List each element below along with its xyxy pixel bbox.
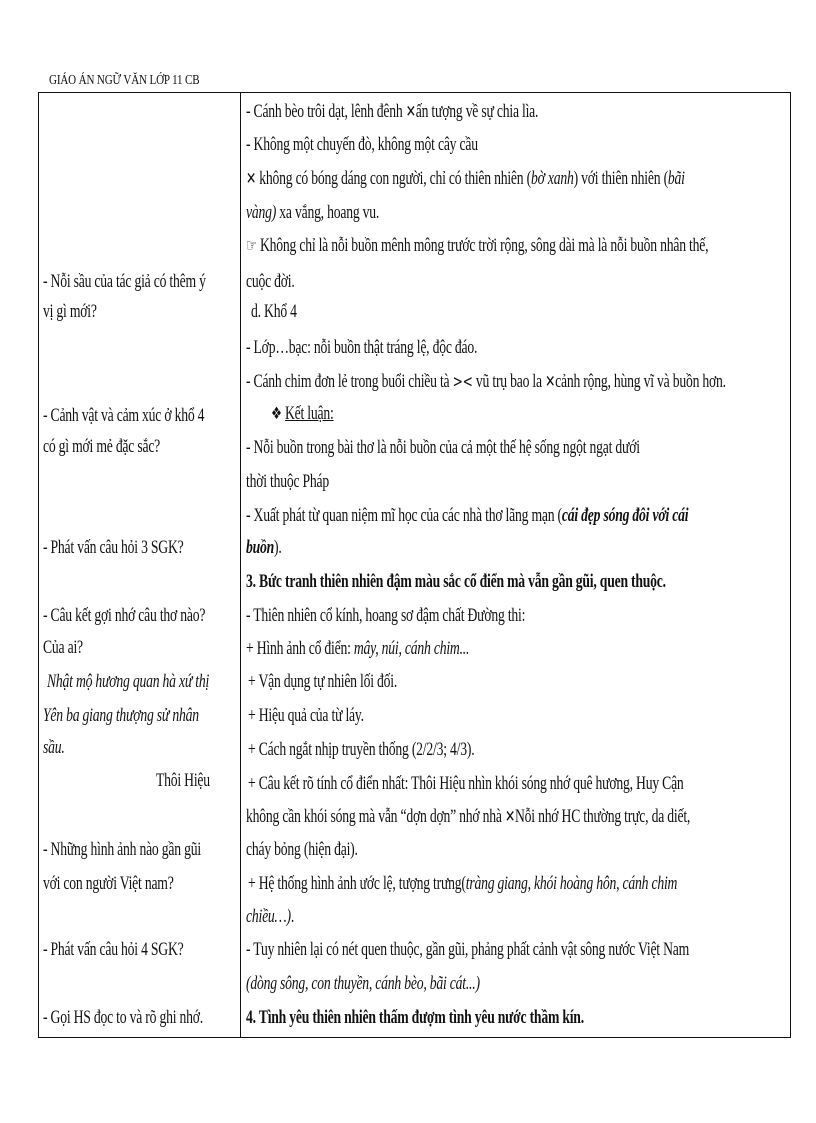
- content-line-11: thời thuộc Pháp: [246, 471, 330, 492]
- column-divider: [240, 93, 241, 1037]
- question-6: - Phát vấn câu hỏi 4 SGK?: [43, 939, 184, 960]
- content-line-14: - Thiên nhiên cổ kính, hoang sơ đậm chất Đường thi:: [246, 605, 526, 626]
- arrow-icon: ✕: [504, 807, 515, 827]
- content-line-20: không cần khói sóng mà vẫn “dợn dợn” nhớ nhà ✕Nỗi nhớ HC thường trực, da diết,: [246, 806, 691, 827]
- question-5-line-1: - Những hình ảnh nào gần gũi: [43, 839, 201, 860]
- conclusion-heading: ❖ Kết luận:: [271, 403, 334, 424]
- arrow-icon: ✕: [545, 372, 556, 392]
- question-3: - Phát vấn câu hỏi 3 SGK?: [43, 537, 184, 558]
- content-line-18: + Cách ngắt nhịp truyền thống (2/2/3; 4/3).: [248, 739, 475, 760]
- page-header: GIÁO ÁN NGỮ VĂN LỚP 11 CB: [49, 72, 200, 87]
- lesson-table: [38, 92, 791, 1038]
- question-4-line-1: - Câu kết gợi nhớ câu thơ nào?: [43, 605, 206, 626]
- question-1-line-1: - Nỗi sầu của tác giả có thêm ý: [43, 271, 206, 292]
- content-line-15: + Hình ảnh cổ điển: mây, núi, cánh chim...: [246, 638, 470, 659]
- poem-author: Thôi Hiệu: [156, 770, 210, 791]
- poem-line-3: sầu.: [43, 737, 65, 758]
- section-3-heading: 3. Bức tranh thiên nhiên đậm màu sắc cổ điển mà vẫn gần gũi, quen thuộc.: [246, 571, 666, 592]
- section-d-heading: d. Khổ 4: [251, 301, 297, 322]
- content-line-22: + Hệ thống hình ảnh ước lệ, tượng trưng(tràng giang, khói hoàng hôn, cánh chim: [248, 873, 678, 894]
- content-line-6: cuộc đời.: [246, 271, 295, 292]
- left-right-icon: ><: [452, 372, 473, 392]
- content-line-25: (dòng sông, con thuyền, cánh bèo, bãi cát...): [246, 973, 480, 994]
- content-line-8: - Lớp…bạc: nỗi buồn thật tráng lệ, độc đáo.: [246, 337, 478, 358]
- content-line-5: ☞ Không chỉ là nỗi buồn mênh mông trước trời rộng, sông dài mà là nỗi buồn nhân thế,: [246, 235, 709, 256]
- question-2-line-1: - Cảnh vật và cảm xúc ở khổ 4: [43, 405, 205, 426]
- content-line-1: - Cánh bèo trôi dạt, lênh đênh ✕ấn tượng về sự chia lìa.: [246, 101, 539, 122]
- question-4-line-2: Của ai?: [43, 637, 83, 658]
- section-4-heading: 4. Tình yêu thiên nhiên thấm đượm tình yêu nước thầm kín.: [246, 1007, 584, 1028]
- arrow-icon: ✕: [405, 102, 416, 122]
- content-line-4: vàng) xa vắng, hoang vu.: [246, 202, 380, 223]
- content-line-3: ✕ không có bóng dáng con người, chỉ có thiên nhiên (bờ xanh) với thiên nhiên (bãi: [246, 168, 685, 189]
- question-1-line-2: vị gì mới?: [43, 301, 97, 322]
- hand-pointer-icon: ☞: [246, 236, 257, 256]
- arrow-icon: ✕: [246, 169, 257, 189]
- content-line-9: - Cánh chim đơn lẻ trong buổi chiều tà >< vũ trụ bao la ✕cảnh rộng, hùng vĩ và buồn hơn.: [246, 371, 726, 392]
- content-line-23: chiều…).: [246, 906, 295, 927]
- content-line-17: + Hiệu quả của từ láy.: [248, 705, 364, 726]
- poem-line-2: Yên ba giang thượng sử nhân: [43, 705, 199, 726]
- question-7: - Gọi HS đọc to và rõ ghi nhớ.: [43, 1007, 203, 1028]
- content-line-2: - Không một chuyến đò, không một cây cầu: [246, 134, 478, 155]
- content-line-13: buồn).: [246, 537, 282, 558]
- content-line-16: + Vận dụng tự nhiên lối đối.: [248, 671, 398, 692]
- content-line-12: - Xuất phát từ quan niệm mĩ học của các nhà thơ lãng mạn (cái đẹp sóng đôi với cái: [246, 505, 689, 526]
- content-line-24: - Tuy nhiên lại có nét quen thuộc, gần gũi, phảng phất cảnh vật sông nước Việt Nam: [246, 939, 690, 960]
- question-5-line-2: với con người Việt nam?: [43, 873, 174, 894]
- content-line-21: cháy bỏng (hiện đại).: [246, 839, 358, 860]
- content-line-10: - Nỗi buồn trong bài thơ là nỗi buồn của cả một thế hệ sống ngột ngạt dưới: [246, 437, 640, 458]
- question-2-line-2: có gì mới mẻ đặc sắc?: [43, 436, 161, 457]
- content-line-19: + Câu kết rõ tính cổ điển nhất: Thôi Hiệu nhìn khói sóng nhớ quê hương, Huy Cận: [248, 773, 684, 794]
- poem-line-1: Nhật mộ hương quan hà xứ thị: [47, 671, 210, 692]
- diamond-bullet-icon: ❖: [271, 404, 282, 424]
